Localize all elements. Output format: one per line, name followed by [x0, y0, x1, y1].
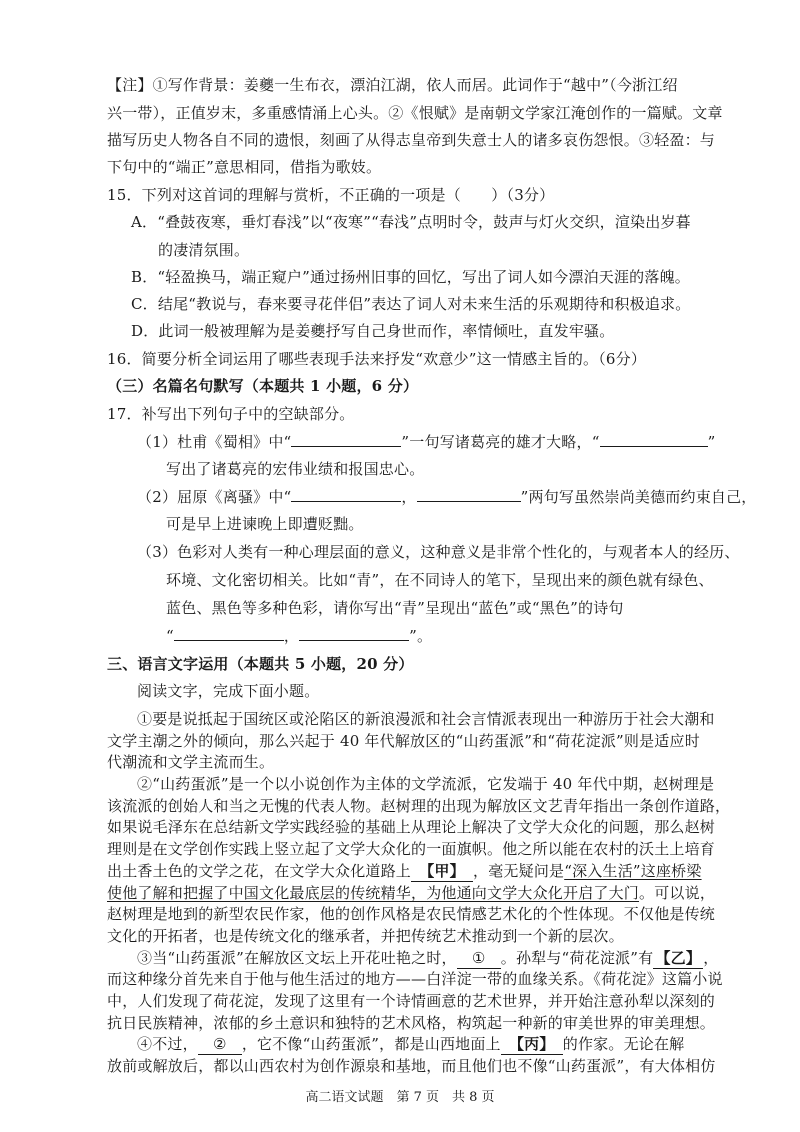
- passage-p2-line3: 如果说毛泽东在总结新文学实践经验的基础上从理论上解决了文学大众化的问题，那么赵树: [107, 818, 716, 836]
- q15-option-d: D．此词一般被理解为是姜夔抒写自己身世而作，率情倾吐，直发牢骚。: [131, 322, 615, 340]
- underlined-phrase: “深入生活”这座桥梁: [564, 862, 702, 880]
- q16-stem: 16．简要分析全词运用了哪些表现手法来抒发“欢意少”这一情感主旨的。（6分）: [107, 350, 647, 368]
- passage-p3-line4: 抗日民族精神，浓郁的乡土意识和独特的艺术风格，构筑起一种新的审美世界的审美理想。: [107, 1014, 716, 1032]
- q15-option-c: C．结尾“教说与，春来要寻花伴侣”表达了词人对未来生活的乐观期待和积极追求。: [131, 295, 691, 313]
- q17-part2-cont: 可是早上进谏晚上即遭贬黜。: [166, 515, 364, 533]
- q15-option-a-cont: 的凄清氛围。: [158, 241, 250, 259]
- q15-option-b: B．“轻盈换马，端正窥户”通过扬州旧事的回忆，写出了词人如今漂泊天涯的落魄。: [131, 268, 690, 286]
- q17-part3-line2: 环境、文化密切相关。比如“青”，在不同诗人的笔下，呈现出来的颜色就有绿色、: [166, 571, 714, 589]
- passage-p3-line2: 而这种缘分首先来自于他与他生活过的地方——白洋淀一带的血缘关系。《荷花淀》这篇小说: [107, 970, 723, 988]
- passage-p2-line2: 该流派的创始人和当之无愧的代表人物。赵树理的出现为解放区文艺青年指出一条创作道路，: [107, 797, 731, 815]
- q17-part1: （1）杜甫《蜀相》中“ ”一句写诸葛亮的雄才大略，“ ”: [137, 433, 716, 451]
- blank-marker-jia: 【甲】: [411, 861, 473, 882]
- section3-title: （三）名篇名句默写（本题共 1 小题，6 分）: [107, 377, 419, 395]
- part3-intro: 阅读文字，完成下面小题。: [137, 682, 320, 700]
- note-line-2: 兴一带），正值岁末，多重感情涌上心头。②《恨赋》是南朝文学家江淹创作的一篇赋。文章: [107, 104, 723, 122]
- q17-part1-cont: 写出了诸葛亮的宏伟业绩和报国忠心。: [166, 460, 425, 478]
- answer-blank-3[interactable]: [291, 487, 401, 502]
- q17-stem: 17．补写出下列句子中的空缺部分。: [107, 405, 355, 423]
- underlined-sentence: 使他了解和把握了中国文化最底层的传统精华，为他通向文学大众化开启了大门: [107, 884, 640, 902]
- passage-p4-line2: 放前或解放后，都以山西农村为创作源泉和基地，而且他们也不像“山药蛋派”，有大体相仿: [107, 1057, 716, 1075]
- passage-p1-line2: 文学主潮之外的倾向，那么兴起于 40 年代解放区的“山药蛋派”和“荷花淀派”则是适应时: [107, 732, 700, 750]
- passage-p2-line6: 使他了解和把握了中国文化最底层的传统精华，为他通向文学大众化开启了大门。可以说，: [107, 884, 716, 902]
- passage-p2-line7: 赵树理是地到的新型农民作家，他的创作风格是农民情感艺术化的个性体现。不仅他是传统: [107, 905, 716, 923]
- passage-p3-line3: 中，人们发现了荷花淀，发现了这里有一个诗情画意的艺术世界，并开始注意孙犁以深刻的: [107, 992, 716, 1010]
- note-line-1: 【注】①写作背景：姜夔一生布衣，漂泊江湖，依人而居。此词作于“越中”（今浙江绍: [107, 76, 678, 94]
- passage-p3-line1: ③当“山药蛋派”在解放区文坛上开花吐艳之时， ① 。孙犁与“荷花淀派”有 【乙】 ，: [137, 949, 719, 967]
- q15-stem: 15．下列对这首词的理解与赏析，不正确的一项是（ ）（3分）: [107, 186, 555, 204]
- q17-part3-line4: “ ， ”。: [166, 627, 433, 645]
- passage-p1-line3: 代潮流和文学主流而生。: [107, 753, 275, 771]
- q15-option-a: A．“叠鼓夜寒，垂灯春浅”以“夜寒”“春浅”点明时令，鼓声与灯火交织，渲染出岁暮: [131, 213, 691, 231]
- q17-part3-line1: （3）色彩对人类有一种心理层面的意义，这种意义是非常个性化的，与观者本人的经历、: [137, 543, 740, 561]
- passage-p1-line1: ①要是说抵起于国统区或沦陷区的新浪漫派和社会言情派表现出一种游历于社会大潮和: [137, 710, 715, 728]
- page-footer: 高二语文试题 第 7 页 共 8 页: [305, 1090, 495, 1105]
- q17-part3-line3: 蓝色、黑色等多种色彩，请你写出“青”呈现出“蓝色”或“黑色”的诗句: [166, 599, 624, 617]
- part3-title: 三、语言文字运用（本题共 5 小题，20 分）: [107, 655, 414, 673]
- blank-marker-yi: 【乙】: [653, 948, 703, 969]
- note-line-3: 描写历史人物各自不同的遗恨，刻画了从得志皇帝到失意士人的诸多哀伤怨恨。③轻盈：与: [107, 131, 716, 149]
- passage-p2-line5: 出土香土色的文学之花，在文学大众化道路上 【甲】 ，毫无疑问是“深入生活”这座桥梁: [107, 862, 702, 880]
- note-line-4: 下句中的“端正”意思相同，借指为歌妓。: [107, 158, 382, 176]
- answer-blank-5[interactable]: [174, 626, 284, 641]
- q17-part2: （2）屈原《离骚》中“ ， ”两句写虽然崇尚美德而约束自己，: [137, 488, 757, 506]
- answer-blank-1[interactable]: [291, 432, 401, 447]
- blank-marker-2: ②: [198, 1034, 242, 1055]
- passage-p2-line1: ②“山药蛋派”是一个以小说创作为主体的文学流派，它发端于 40 年代中期，赵树理是: [137, 775, 715, 793]
- answer-blank-4[interactable]: [417, 487, 521, 502]
- blank-marker-bing: 【丙】: [501, 1034, 563, 1055]
- blank-marker-1: ①: [457, 948, 501, 969]
- answer-blank-6[interactable]: [299, 626, 409, 641]
- passage-p2-line4: 理则是在文学创作实践上竖立起了文学大众化的一面旗帜。他之所以能在农村的沃土上培育: [107, 840, 716, 858]
- passage-p2-line8: 文化的开拓者，也是传统文化的继承者，并把传统艺术推动到一个新的层次。: [107, 927, 624, 945]
- answer-blank-2[interactable]: [600, 432, 708, 447]
- passage-p4-line1: ④不过， ② ，它不像“山药蛋派”，都是山西地面上 【丙】 的作家。无论在解: [137, 1035, 685, 1053]
